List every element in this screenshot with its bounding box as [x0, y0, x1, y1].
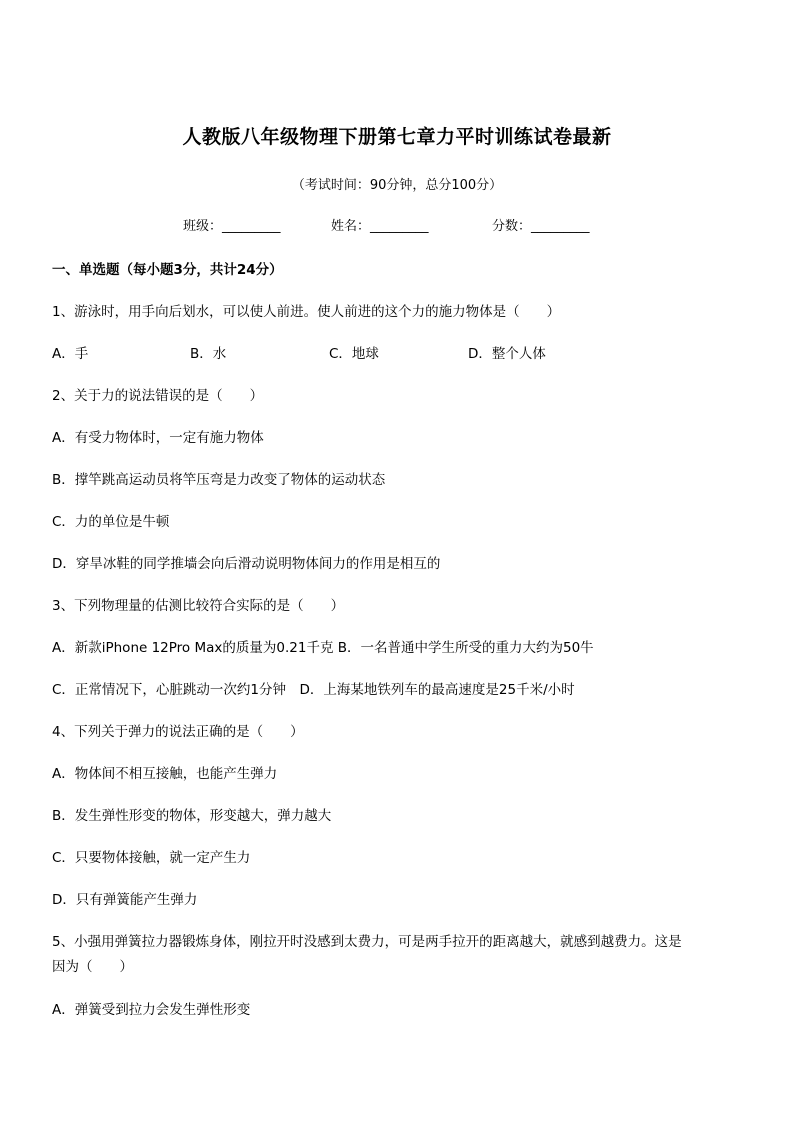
question-1-option-b: B．水 — [190, 346, 227, 362]
question-2-option-a: A．有受力物体时，一定有施力物体 — [52, 430, 264, 446]
question-1-stem: 1、游泳时，用手向后划水，可以使人前进。使人前进的这个力的施力物体是（ ） — [52, 304, 561, 320]
page-title: 人教版八年级物理下册第七章力平时训练试卷最新 — [182, 126, 612, 148]
question-1-option-a: A．手 — [52, 346, 89, 362]
question-1-option-d: D．整个人体 — [468, 346, 546, 362]
class-field: 班级：_________ — [183, 219, 281, 234]
question-5-option-a: A．弹簧受到拉力会发生弹性形变 — [52, 1002, 251, 1018]
question-5-stem-line-1: 5、小强用弹簧拉力器锻炼身体，刚拉开时没感到太费力，可是两手拉开的距离越大，就感到越费力。这是 — [52, 934, 682, 950]
score-field: 分数：_________ — [492, 219, 590, 234]
question-2-stem: 2、关于力的说法错误的是（ ） — [52, 388, 264, 404]
question-3-options-ab: A．新款iPhone 12Pro Max的质量为0.21千克 B．一名普通中学生所受的重力大约为50牛 — [52, 640, 594, 656]
question-4-option-b: B．发生弹性形变的物体，形变越大，弹力越大 — [52, 808, 332, 824]
question-2-option-b: B．撑竿跳高运动员将竿压弯是力改变了物体的运动状态 — [52, 472, 386, 488]
question-2-option-c: C．力的单位是牛顿 — [52, 514, 170, 530]
question-1-option-c: C．地球 — [329, 346, 379, 362]
section-heading: 一、单选题（每小题3分，共计24分） — [52, 262, 283, 278]
question-4-option-d: D．只有弹簧能产生弹力 — [52, 892, 198, 908]
name-field: 姓名：_________ — [331, 219, 429, 234]
question-5-stem-line-2: 因为（ ） — [52, 959, 133, 975]
question-4-option-c: C．只要物体接触，就一定产生力 — [52, 850, 251, 866]
question-4-stem: 4、下列关于弹力的说法正确的是（ ） — [52, 724, 304, 740]
exam-info: （考试时间：90分钟，总分100分） — [291, 178, 503, 193]
question-3-options-cd: C．正常情况下，心脏跳动一次约1分钟 D．上海某地铁列车的最高速度是25千米/小时 — [52, 682, 575, 698]
question-4-option-a: A．物体间不相互接触，也能产生弹力 — [52, 766, 278, 782]
question-3-stem: 3、下列物理量的估测比较符合实际的是（ ） — [52, 598, 345, 614]
question-2-option-d: D．穿旱冰鞋的同学推墙会向后滑动说明物体间力的作用是相互的 — [52, 556, 441, 572]
